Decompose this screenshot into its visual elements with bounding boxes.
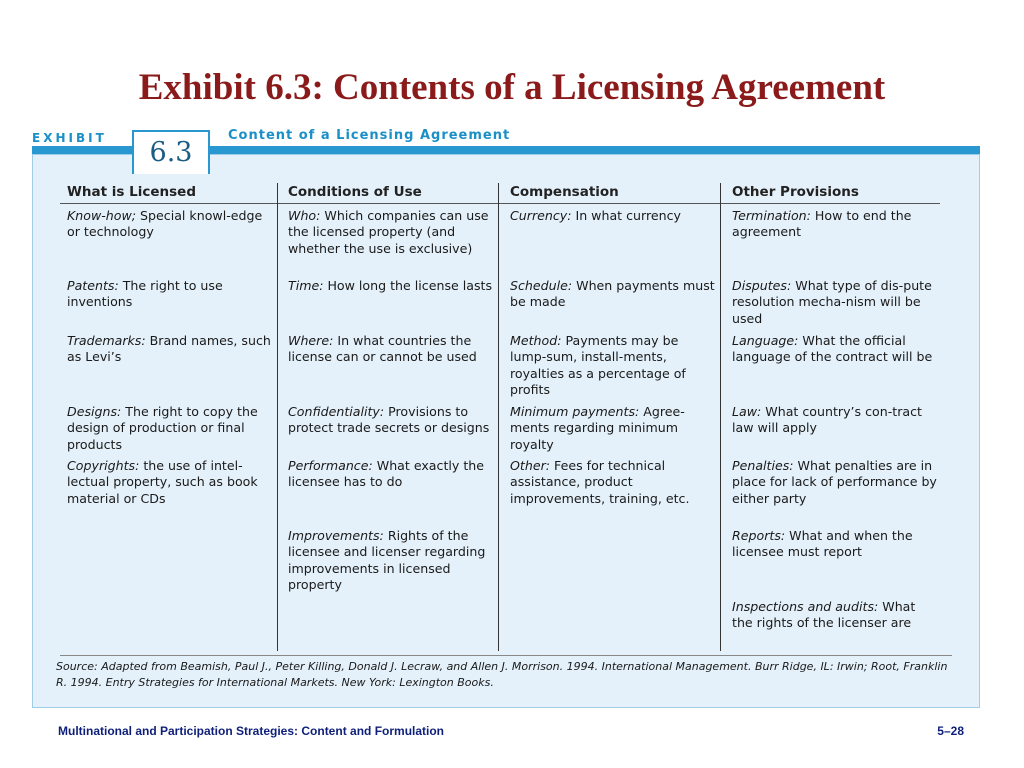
- cell-term: Know-how;: [67, 208, 137, 223]
- cell-term: Currency:: [510, 208, 572, 223]
- cell-term: Copyrights:: [67, 458, 140, 473]
- table-cell-penalties: [732, 458, 938, 507]
- table-cell-language: [732, 333, 938, 366]
- table-cell-reports: [732, 528, 938, 561]
- cell-text: Brand names, such as Levi’s: [67, 333, 271, 365]
- exhibit-number-box: 6.3: [132, 130, 210, 174]
- footer-page-number: 5–28: [937, 724, 964, 738]
- cell-term: Other:: [510, 458, 551, 473]
- footer-course-title: Multinational and Participation Strategies: Content and Formulation: [58, 724, 445, 738]
- cell-text: What type of dis-pute resolution mecha-nism will be used: [732, 278, 932, 326]
- table-cell-method: [510, 333, 716, 399]
- cell-term: Trademarks:: [67, 333, 146, 348]
- column-header-what-is-licensed: What is Licensed: [67, 184, 196, 200]
- cell-term: Method:: [510, 333, 562, 348]
- table-cell-currency: [510, 208, 716, 224]
- cell-term: Confidentiality:: [288, 404, 385, 419]
- cell-text: Payments may be lump-sum, install-ments, royalties as a percentage of profits: [510, 333, 686, 398]
- cell-term: Performance:: [288, 458, 373, 473]
- table-cell-inspections-and-audits: [732, 599, 938, 632]
- column-header-compensation: Compensation: [510, 184, 619, 200]
- cell-text: The right to copy the design of production or final products: [67, 404, 258, 452]
- table-cell-trademarks: [67, 333, 273, 366]
- cell-text: What and when the licensee must report: [732, 528, 913, 560]
- cell-term: Where:: [288, 333, 334, 348]
- cell-text: When payments must be made: [510, 278, 715, 310]
- source-rule: [60, 655, 952, 656]
- table-cell-confidentiality: [288, 404, 494, 437]
- cell-text: In what countries the license can or cannot be used: [288, 333, 477, 365]
- source-note: Source: Adapted from Beamish, Paul J., Peter Killing, Donald J. Lecraw, and Allen J. Morrison. 1994. International Management. Burr Ridge, IL: Irwin; Root, Franklin R. 1994. Entry Strategies for International Markets. New York: Lexington Books.: [56, 660, 948, 689]
- table-cell-performance: [288, 458, 494, 491]
- cell-text: How to end the agreement: [732, 208, 912, 240]
- cell-text: Special knowl-edge or technology: [67, 208, 263, 240]
- table-cell-schedule: [510, 278, 716, 311]
- exhibit-caption: Content of a Licensing Agreement: [228, 128, 511, 143]
- cell-term: Designs:: [67, 404, 122, 419]
- table-cell-law: [732, 404, 938, 437]
- cell-text: Which companies can use the licensed property (and whether the use is exclusive): [288, 208, 489, 256]
- cell-text: What exactly the licensee has to do: [288, 458, 485, 490]
- cell-term: Schedule:: [510, 278, 573, 293]
- cell-term: Law:: [732, 404, 762, 419]
- column-header-other-provisions: Other Provisions: [732, 184, 859, 200]
- cell-term: Improvements:: [288, 528, 384, 543]
- table-cell-designs: [67, 404, 273, 453]
- table-cell-where: [288, 333, 494, 366]
- cell-text: In what currency: [571, 208, 681, 223]
- cell-text: How long the license lasts: [323, 278, 493, 293]
- cell-term: Minimum payments:: [510, 404, 640, 419]
- column-divider: [277, 183, 278, 651]
- slide-title: Exhibit 6.3: Contents of a Licensing Agreement: [138, 67, 886, 108]
- table-cell-termination: [732, 208, 938, 241]
- table-cell-patents: [67, 278, 273, 311]
- cell-term: Time:: [288, 278, 324, 293]
- table-cell-other: [510, 458, 716, 507]
- cell-text: What penalties are in place for lack of performance by either party: [732, 458, 937, 506]
- cell-term: Reports:: [732, 528, 786, 543]
- table-cell-who: [288, 208, 494, 257]
- header-rule: [60, 203, 940, 204]
- cell-text: What the rights of the licenser are: [732, 599, 916, 631]
- column-divider: [498, 183, 499, 651]
- table-cell-disputes: [732, 278, 938, 327]
- cell-term: Penalties:: [732, 458, 794, 473]
- cell-text: Agree-ments regarding minimum royalty: [510, 404, 685, 452]
- table-cell-time: [288, 278, 494, 294]
- exhibit-label: EXHIBIT: [32, 131, 107, 145]
- cell-term: Who:: [288, 208, 321, 223]
- table-cell-minimum-payments: [510, 404, 716, 453]
- cell-term: Inspections and audits:: [732, 599, 879, 614]
- cell-text: Fees for technical assistance, product improvements, training, etc.: [510, 458, 690, 506]
- table-cell-know-how: [67, 208, 273, 241]
- cell-term: Patents:: [67, 278, 119, 293]
- cell-text: Provisions to protect trade secrets or designs: [288, 404, 490, 436]
- column-header-conditions-of-use: Conditions of Use: [288, 184, 422, 200]
- cell-term: Disputes:: [732, 278, 792, 293]
- column-divider: [720, 183, 721, 651]
- cell-text: What country’s con-tract law will apply: [732, 404, 922, 436]
- cell-text: What the official language of the contract will be: [732, 333, 933, 365]
- cell-text: the use of intel-lectual property, such as book material or CDs: [67, 458, 258, 506]
- cell-text: Rights of the licensee and licenser regarding improvements in licensed property: [288, 528, 486, 593]
- table-cell-copyrights: [67, 458, 273, 507]
- cell-term: Termination:: [732, 208, 811, 223]
- table-cell-improvements: [288, 528, 494, 594]
- cell-term: Language:: [732, 333, 799, 348]
- cell-text: The right to use inventions: [67, 278, 223, 310]
